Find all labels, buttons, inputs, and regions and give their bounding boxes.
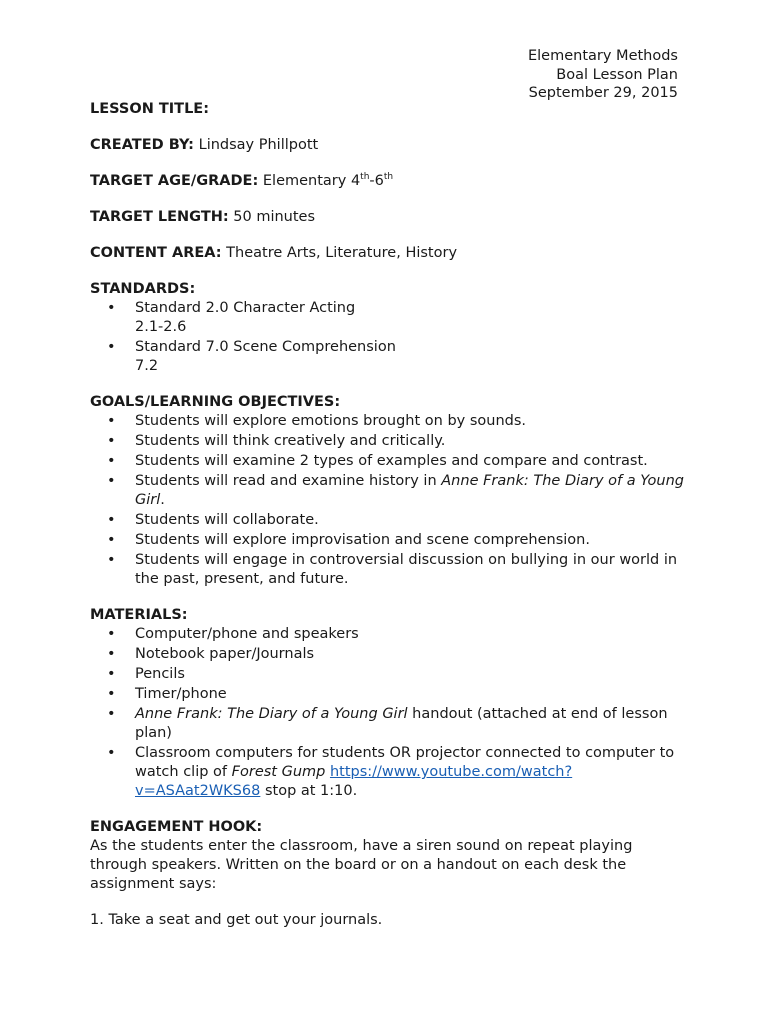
engagement-paragraph: As the students enter the classroom, have a siren sound on repeat playing through speakers. Written on the board or on a handout on each desk the assignment says: — [90, 838, 633, 892]
goals-list — [90, 412, 690, 589]
materials-section — [90, 606, 690, 801]
list-item: • Students will explore emotions brought on by sounds. — [135, 412, 690, 431]
list-item: • Students will collaborate. — [135, 511, 690, 530]
list-item: • Students will engage in controversial discussion on bullying in our world in the past, present, and future. — [135, 551, 690, 589]
book-title: Anne Frank: The Diary of a Young Girl — [135, 706, 408, 722]
list-item — [135, 705, 690, 743]
list-item — [135, 472, 690, 510]
lesson-title-field — [90, 100, 690, 119]
list-item: • Timer/phone — [135, 685, 690, 704]
content-area-label: CONTENT AREA: — [90, 245, 222, 261]
standards-list — [90, 299, 690, 376]
created-by-value: Lindsay Phillpott — [198, 137, 319, 153]
target-length-field — [90, 208, 690, 227]
materials-heading: MATERIALS: — [90, 607, 188, 623]
goal-text-end: . — [160, 492, 165, 508]
material-text: handout (attached at end of lesson plan) — [135, 706, 668, 741]
document-body — [90, 100, 690, 947]
target-age-field — [90, 172, 690, 191]
list-item — [135, 338, 690, 376]
plan-name: Boal Lesson Plan — [556, 66, 678, 83]
standards-heading: STANDARDS: — [90, 281, 196, 297]
target-age-sup1: th — [360, 172, 370, 182]
materials-list — [90, 625, 690, 801]
document-header — [528, 47, 678, 103]
course-name: Elementary Methods — [527, 48, 678, 64]
standard-sub: 7.2 — [135, 358, 159, 374]
standard-sub: 2.1-2.6 — [135, 319, 187, 335]
material-text: Classroom computers for students OR projector connected to computer to watch clip of — [135, 745, 675, 780]
book-title: Anne Frank: The Diary of a Young Girl — [135, 473, 684, 508]
created-by-label: CREATED BY: — [90, 137, 194, 153]
list-item: • Pencils — [135, 665, 690, 684]
list-item: • Students will examine 2 types of examples and compare and contrast. — [135, 452, 690, 471]
engagement-section — [90, 818, 690, 930]
target-age-label: TARGET AGE/GRADE: — [90, 173, 259, 189]
target-length-value: 50 minutes — [233, 209, 316, 225]
goals-heading: GOALS/LEARNING OBJECTIVES: — [90, 394, 341, 410]
list-item: • Students will think creatively and critically. — [135, 432, 690, 451]
target-age-mid: -6 — [369, 173, 384, 189]
lesson-title-label: LESSON TITLE: — [90, 101, 210, 117]
standard-title: Standard 2.0 Character Acting — [135, 300, 356, 316]
target-age-value — [263, 173, 393, 189]
plan-date: September 29, 2015 — [528, 85, 678, 101]
engagement-heading: ENGAGEMENT HOOK: — [90, 819, 263, 835]
created-by-field — [90, 136, 690, 155]
film-title: Forest Gump — [231, 764, 326, 780]
goals-section — [90, 393, 690, 589]
list-item — [135, 744, 690, 801]
engagement-step-1: 1. Take a seat and get out your journals. — [90, 912, 383, 928]
youtube-link[interactable]: https://www.youtube.com/watch?v=ASAat2WKS68 — [135, 764, 573, 799]
goal-text: Students will read and examine history in — [135, 473, 442, 489]
content-area-field — [90, 244, 690, 263]
target-age-sup2: th — [383, 172, 394, 182]
standard-title: Standard 7.0 Scene Comprehension — [135, 339, 396, 355]
standards-section — [90, 280, 690, 376]
list-item — [135, 299, 690, 337]
list-item: • Computer/phone and speakers — [135, 625, 690, 644]
target-length-label: TARGET LENGTH: — [90, 209, 229, 225]
content-area-value: Theatre Arts, Literature, History — [226, 245, 458, 261]
target-age-prefix: Elementary 4 — [262, 173, 361, 189]
list-item: • Students will explore improvisation and scene comprehension. — [135, 531, 690, 550]
list-item: • Notebook paper/Journals — [135, 645, 690, 664]
material-text-end: stop at 1:10. — [260, 783, 358, 799]
